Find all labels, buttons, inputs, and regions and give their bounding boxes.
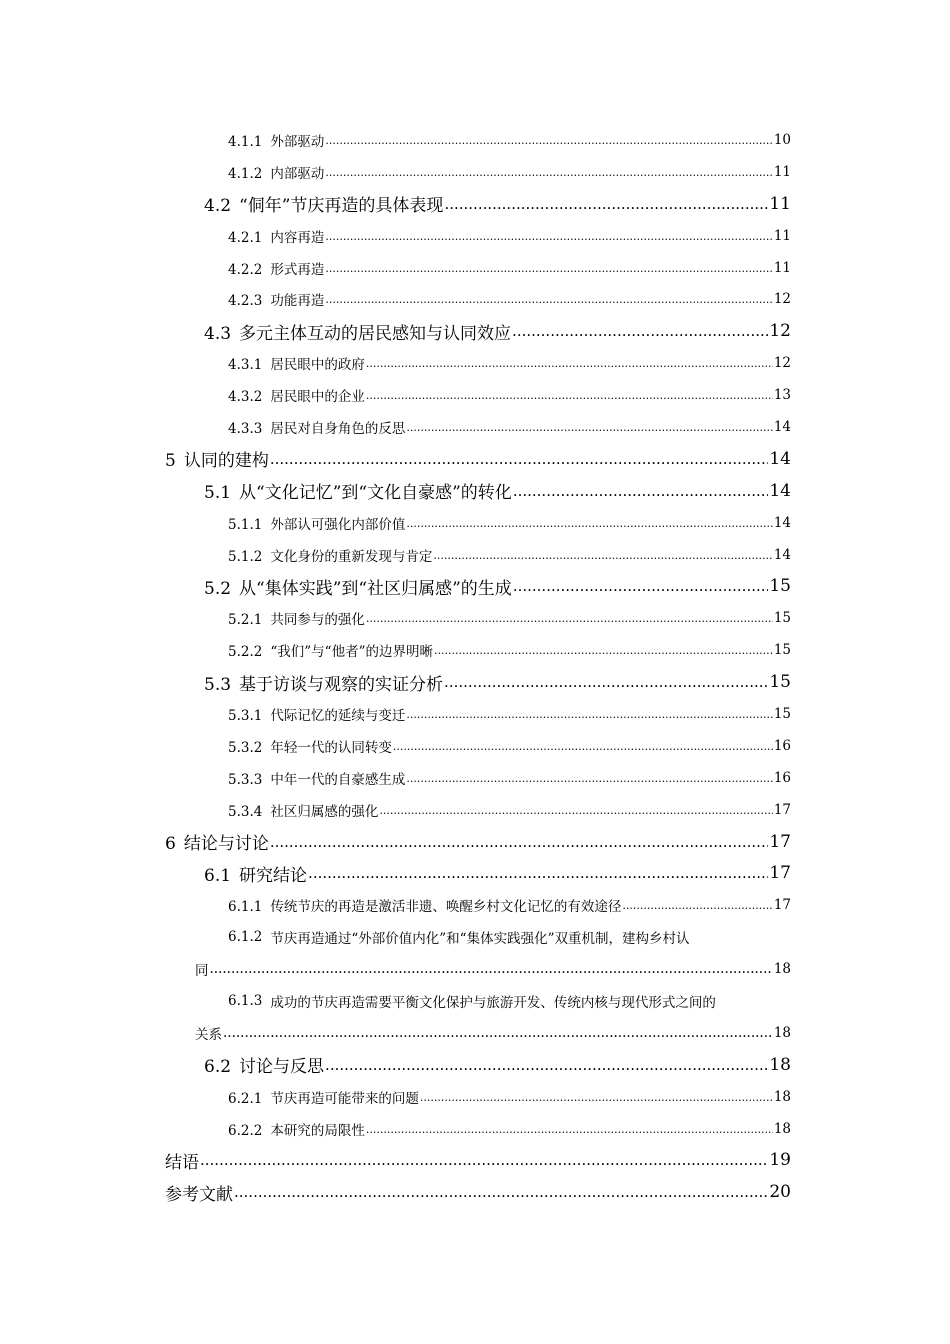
table-of-contents (0, 124, 950, 1208)
toc-number: 6.1 (204, 865, 232, 886)
toc-title: 居民眼中的政府 (270, 357, 365, 374)
toc-title: 功能再造 (270, 293, 325, 310)
toc-page: 15 (773, 610, 791, 627)
toc-entry[interactable] (0, 475, 791, 507)
toc-page: 12 (773, 291, 791, 308)
toc-title: 居民眼中的企业 (270, 389, 365, 406)
toc-number: 5 (165, 451, 176, 472)
leader-dots (210, 961, 773, 977)
toc-page: 15 (773, 642, 791, 659)
leader-dots (406, 706, 772, 722)
toc-title-continuation: 同 (195, 963, 209, 980)
leader-dots (444, 194, 768, 214)
toc-page: 12 (769, 321, 791, 342)
toc-title: 从“文化记忆”到“文化自豪感”的转化 (239, 483, 512, 504)
toc-title: 研究结论 (239, 865, 308, 886)
toc-page: 10 (773, 131, 791, 148)
toc-entry[interactable] (0, 124, 791, 156)
toc-page: 16 (773, 769, 791, 786)
leader-dots (325, 260, 772, 276)
toc-title: 参考文献 (165, 1184, 233, 1205)
toc-entry[interactable] (0, 602, 791, 634)
toc-title: 外部驱动 (270, 133, 325, 150)
toc-number: 6.2.2 (228, 1122, 263, 1139)
toc-title: “侗年”节庆再造的具体表现 (239, 196, 444, 217)
toc-title: 代际记忆的延续与变迁 (270, 707, 406, 724)
toc-number: 5.3.2 (228, 739, 263, 756)
toc-number: 4.3.1 (228, 357, 263, 374)
leader-dots (406, 515, 772, 531)
toc-page: 18 (769, 1054, 791, 1075)
leader-dots (200, 1150, 768, 1170)
toc-page: 17 (769, 831, 791, 852)
toc-page: 16 (773, 737, 791, 754)
toc-entry-continuation[interactable] (0, 953, 791, 985)
toc-title: 认同的建构 (183, 451, 269, 472)
toc-page: 15 (769, 576, 791, 597)
toc-entry[interactable] (0, 156, 791, 188)
toc-number: 5.3.4 (228, 803, 263, 820)
toc-title: 形式再造 (270, 261, 325, 278)
toc-title: 外部认可强化内部价值 (270, 516, 406, 533)
toc-entry[interactable] (0, 634, 791, 666)
toc-number: 5.1.2 (228, 548, 263, 565)
toc-number: 5.3.1 (228, 707, 263, 724)
leader-dots (325, 291, 772, 307)
leader-dots (406, 770, 772, 786)
toc-entry[interactable] (0, 283, 791, 315)
toc-entry[interactable] (0, 1049, 791, 1081)
toc-number: 6 (165, 834, 176, 855)
toc-title: 内部驱动 (270, 165, 325, 182)
leader-dots (434, 642, 773, 658)
toc-title: 本研究的局限性 (270, 1122, 365, 1139)
toc-page: 14 (773, 514, 791, 531)
toc-page: 15 (769, 672, 791, 693)
toc-number: 4.2.3 (228, 293, 263, 310)
toc-entry[interactable] (0, 315, 791, 347)
toc-entry-wrapped[interactable] (0, 985, 822, 1017)
toc-title: 多元主体互动的居民感知与认同效应 (239, 323, 512, 344)
toc-title: 节庆再造可能带来的问题 (270, 1090, 419, 1107)
toc-number: 4.3 (204, 323, 232, 344)
toc-number: 6.2.1 (228, 1090, 263, 1107)
leader-dots (325, 132, 772, 148)
leader-dots (420, 1089, 773, 1105)
leader-dots (325, 1055, 768, 1075)
toc-number: 4.1.2 (228, 165, 263, 182)
leader-dots (513, 576, 769, 596)
toc-page: 12 (773, 355, 791, 372)
toc-title: 讨论与反思 (239, 1057, 325, 1078)
toc-entry-wrapped[interactable] (0, 921, 822, 953)
toc-page: 18 (773, 1088, 791, 1105)
toc-title: 居民对自身角色的反思 (270, 420, 406, 437)
leader-dots (325, 164, 772, 180)
toc-entry-continuation[interactable] (0, 1017, 791, 1049)
toc-page: 17 (769, 863, 791, 884)
toc-entry[interactable] (0, 220, 791, 252)
leader-dots (223, 1025, 773, 1041)
toc-number: 4.2.2 (228, 261, 263, 278)
toc-page: 19 (769, 1150, 791, 1171)
toc-entry[interactable] (0, 570, 791, 602)
toc-title: 内容再造 (270, 229, 325, 246)
toc-title: 基于访谈与观察的实证分析 (239, 674, 444, 695)
toc-page: 11 (773, 259, 791, 276)
leader-dots (393, 738, 773, 754)
toc-number: 4.3.2 (228, 389, 263, 406)
toc-title: 结论与讨论 (183, 834, 269, 855)
toc-title: 中年一代的自豪感生成 (270, 771, 406, 788)
toc-page: 17 (773, 897, 791, 914)
toc-title: 结语 (165, 1152, 199, 1173)
toc-title: 文化身份的重新发现与肯定 (270, 548, 433, 565)
toc-entry[interactable] (0, 539, 791, 571)
leader-dots (366, 387, 773, 403)
toc-entry[interactable] (0, 857, 791, 889)
toc-entry[interactable] (0, 411, 791, 443)
toc-page: 18 (773, 1024, 791, 1041)
toc-entry[interactable] (0, 379, 791, 411)
toc-entry[interactable] (0, 252, 791, 284)
toc-number: 6.2 (204, 1057, 232, 1078)
leader-dots (366, 1121, 773, 1137)
leader-dots (270, 832, 769, 852)
toc-entry[interactable] (0, 730, 791, 762)
leader-dots (622, 897, 772, 913)
toc-entry[interactable] (0, 794, 791, 826)
leader-dots (308, 863, 768, 883)
toc-number: 5.1.1 (228, 516, 263, 533)
toc-entry[interactable] (0, 347, 791, 379)
leader-dots (366, 355, 773, 371)
toc-title: 传统节庆的再造是激活非遗、唤醒乡村文化记忆的有效途径 (270, 899, 622, 916)
toc-title: 从“集体实践”到“社区归属感”的生成 (239, 578, 512, 599)
toc-page: 18 (773, 1120, 791, 1137)
toc-entry[interactable] (0, 443, 791, 475)
toc-entry[interactable] (0, 889, 791, 921)
toc-entry[interactable] (0, 826, 791, 858)
toc-page: 17 (773, 801, 791, 818)
toc-number: 4.3.3 (228, 420, 263, 437)
toc-page: 13 (773, 387, 791, 404)
toc-number: 5.2.1 (228, 612, 263, 629)
toc-entry[interactable] (0, 188, 791, 220)
toc-number: 6.1.3 (228, 992, 263, 1009)
toc-title: 成功的节庆再造需要平衡文化保护与旅游开发、传统内核与现代形式之间的 (270, 994, 716, 1011)
toc-page: 11 (773, 227, 791, 244)
leader-dots (325, 228, 772, 244)
toc-entry[interactable] (0, 1145, 791, 1177)
toc-title-continuation: 关系 (195, 1026, 222, 1043)
toc-title: “我们”与“他者”的边界明晰 (270, 644, 433, 661)
toc-entry[interactable] (0, 666, 791, 698)
toc-entry[interactable] (0, 1176, 791, 1208)
toc-title: 共同参与的强化 (270, 612, 365, 629)
toc-title: 社区归属感的强化 (270, 803, 379, 820)
toc-number: 6.1.1 (228, 899, 263, 916)
toc-number: 5.2.2 (228, 644, 263, 661)
toc-entry[interactable] (0, 762, 791, 794)
toc-number: 5.3.3 (228, 771, 263, 788)
toc-title: 年轻一代的认同转变 (270, 739, 392, 756)
toc-number: 4.1.1 (228, 133, 263, 150)
toc-number: 4.2 (204, 196, 232, 217)
toc-number: 5.1 (204, 483, 232, 504)
toc-number: 5.2 (204, 578, 232, 599)
toc-page: 20 (769, 1182, 791, 1203)
leader-dots (270, 449, 769, 469)
leader-dots (512, 321, 768, 341)
toc-number: 5.3 (204, 674, 232, 695)
toc-page: 14 (773, 418, 791, 435)
leader-dots (234, 1182, 768, 1202)
toc-page: 18 (773, 961, 791, 978)
toc-page: 11 (773, 163, 791, 180)
toc-page: 14 (773, 546, 791, 563)
leader-dots (379, 802, 772, 818)
toc-title: 节庆再造通过“外部价值内化”和“集体实践强化”双重机制，建构乡村认 (270, 931, 690, 948)
leader-dots (444, 672, 768, 692)
toc-number: 6.1.2 (228, 929, 263, 946)
toc-page: 14 (769, 448, 791, 469)
leader-dots (513, 481, 769, 501)
toc-number: 4.2.1 (228, 229, 263, 246)
toc-entry[interactable] (0, 1113, 791, 1145)
toc-entry[interactable] (0, 698, 791, 730)
leader-dots (433, 547, 772, 563)
toc-entry[interactable] (0, 507, 791, 539)
toc-page: 15 (773, 705, 791, 722)
toc-page: 14 (769, 480, 791, 501)
leader-dots (366, 610, 773, 626)
toc-entry[interactable] (0, 1081, 791, 1113)
leader-dots (406, 419, 772, 435)
toc-page: 11 (769, 193, 791, 214)
